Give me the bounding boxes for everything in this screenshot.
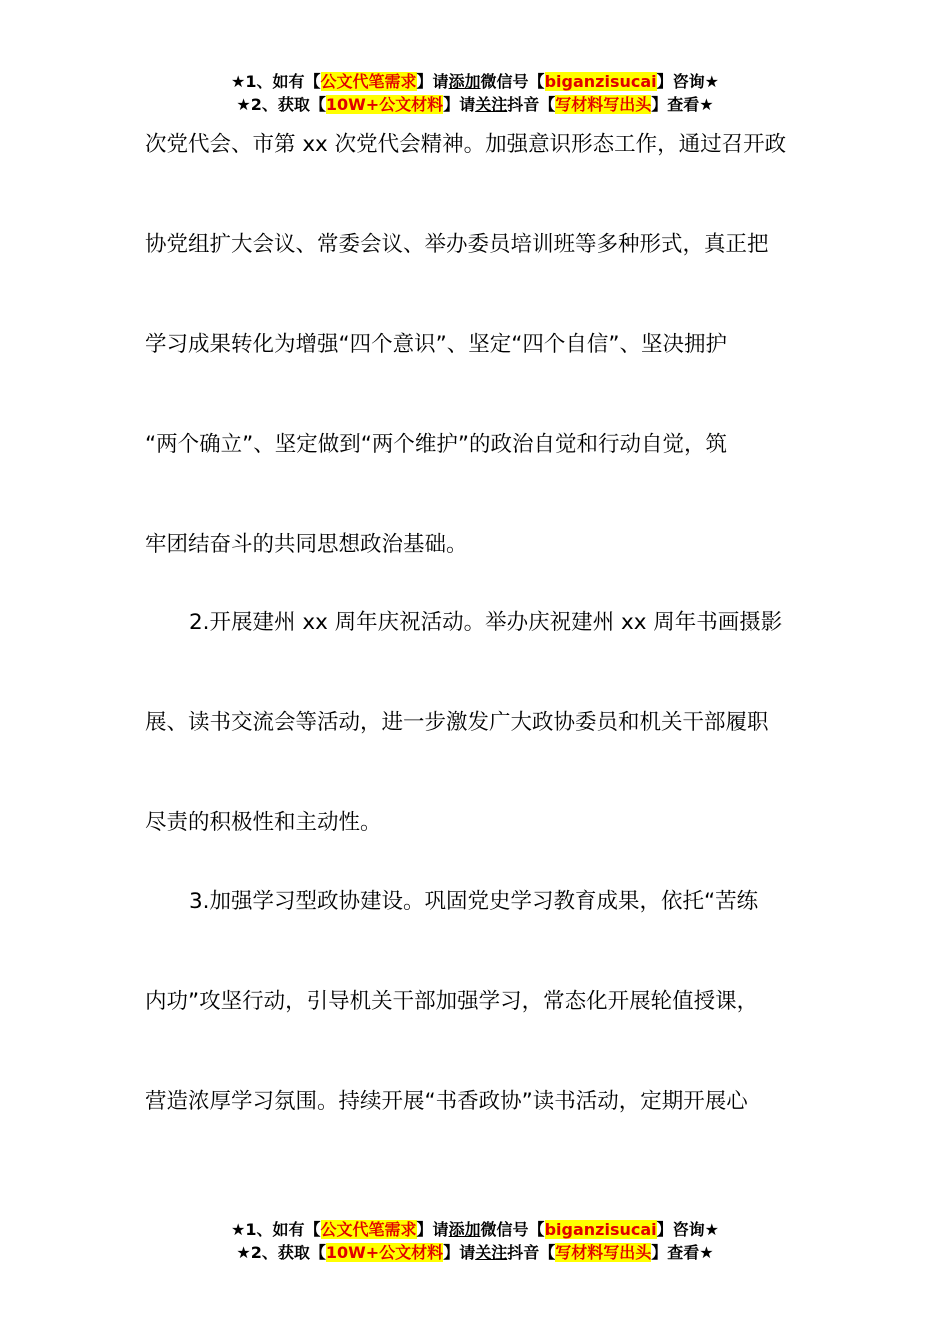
- body-line: 展、读书交流会等活动，进一步激发广大政协委员和机关干部履职: [145, 710, 769, 735]
- highlight-materials: 10W+公文材料: [325, 1243, 444, 1262]
- banner-text: ★2、获取【: [236, 95, 326, 114]
- banner-text: 】咨询★: [656, 72, 719, 91]
- highlight-service: 公文代笔需求: [320, 1220, 417, 1239]
- body-line: 协党组扩大会议、常委会议、举办委员培训班等多种形式，真正把: [145, 232, 769, 257]
- banner-text: ★1、如有【: [231, 1220, 321, 1239]
- banner-text: ★1、如有【: [231, 72, 321, 91]
- footer-banner: [0, 1218, 950, 1264]
- highlight-service: 公文代笔需求: [320, 72, 417, 91]
- banner-text: 】请: [416, 72, 449, 91]
- banner-text: 微信号【: [480, 72, 545, 91]
- underlined-follow: 关注: [475, 95, 508, 114]
- banner-text: 微信号【: [480, 1220, 545, 1239]
- highlight-materials: 10W+公文材料: [325, 95, 444, 114]
- body-line-item-2: 2.开展建州 xx 周年庆祝活动。举办庆祝建州 xx 周年书画摄影: [189, 610, 783, 635]
- highlight-douyin: 写材料写出头: [555, 1243, 652, 1262]
- underlined-follow: 关注: [475, 1243, 508, 1262]
- body-line-item-3: 3.加强学习型政协建设。巩固党史学习教育成果，依托“苦练: [189, 889, 759, 914]
- banner-text: ★2、获取【: [236, 1243, 326, 1262]
- header-banner: [0, 70, 950, 116]
- banner-text: 】请: [443, 1243, 476, 1262]
- body-line: 营造浓厚学习氛围。持续开展“书香政协”读书活动，定期开展心: [145, 1089, 748, 1114]
- banner-line-1: [0, 1218, 950, 1241]
- banner-text: 】请: [443, 95, 476, 114]
- body-line: 内功”攻坚行动，引导机关干部加强学习，常态化开展轮值授课，: [145, 989, 759, 1014]
- highlight-wechat-id: biganzisucai: [544, 1220, 657, 1239]
- banner-text: 】查看★: [651, 95, 714, 114]
- highlight-wechat-id: biganzisucai: [544, 72, 657, 91]
- banner-line-2: [0, 93, 950, 116]
- banner-line-2: [0, 1241, 950, 1264]
- banner-text: 抖音【: [507, 1243, 556, 1262]
- body-line: 次党代会、市第 xx 次党代会精神。加强意识形态工作，通过召开政: [145, 132, 787, 157]
- highlight-douyin: 写材料写出头: [555, 95, 652, 114]
- body-line: 尽责的积极性和主动性。: [145, 810, 382, 835]
- banner-text: 】请: [416, 1220, 449, 1239]
- body-line: 学习成果转化为增强“四个意识”、坚定“四个自信”、坚决拥护: [145, 332, 728, 357]
- underlined-add: 添加: [448, 1220, 481, 1239]
- banner-line-1: [0, 70, 950, 93]
- body-line: 牢团结奋斗的共同思想政治基础。: [145, 532, 468, 557]
- underlined-add: 添加: [448, 72, 481, 91]
- banner-text: 】咨询★: [656, 1220, 719, 1239]
- banner-text: 】查看★: [651, 1243, 714, 1262]
- banner-text: 抖音【: [507, 95, 556, 114]
- body-line: “两个确立”、坚定做到“两个维护”的政治自觉和行动自觉，筑: [145, 432, 728, 457]
